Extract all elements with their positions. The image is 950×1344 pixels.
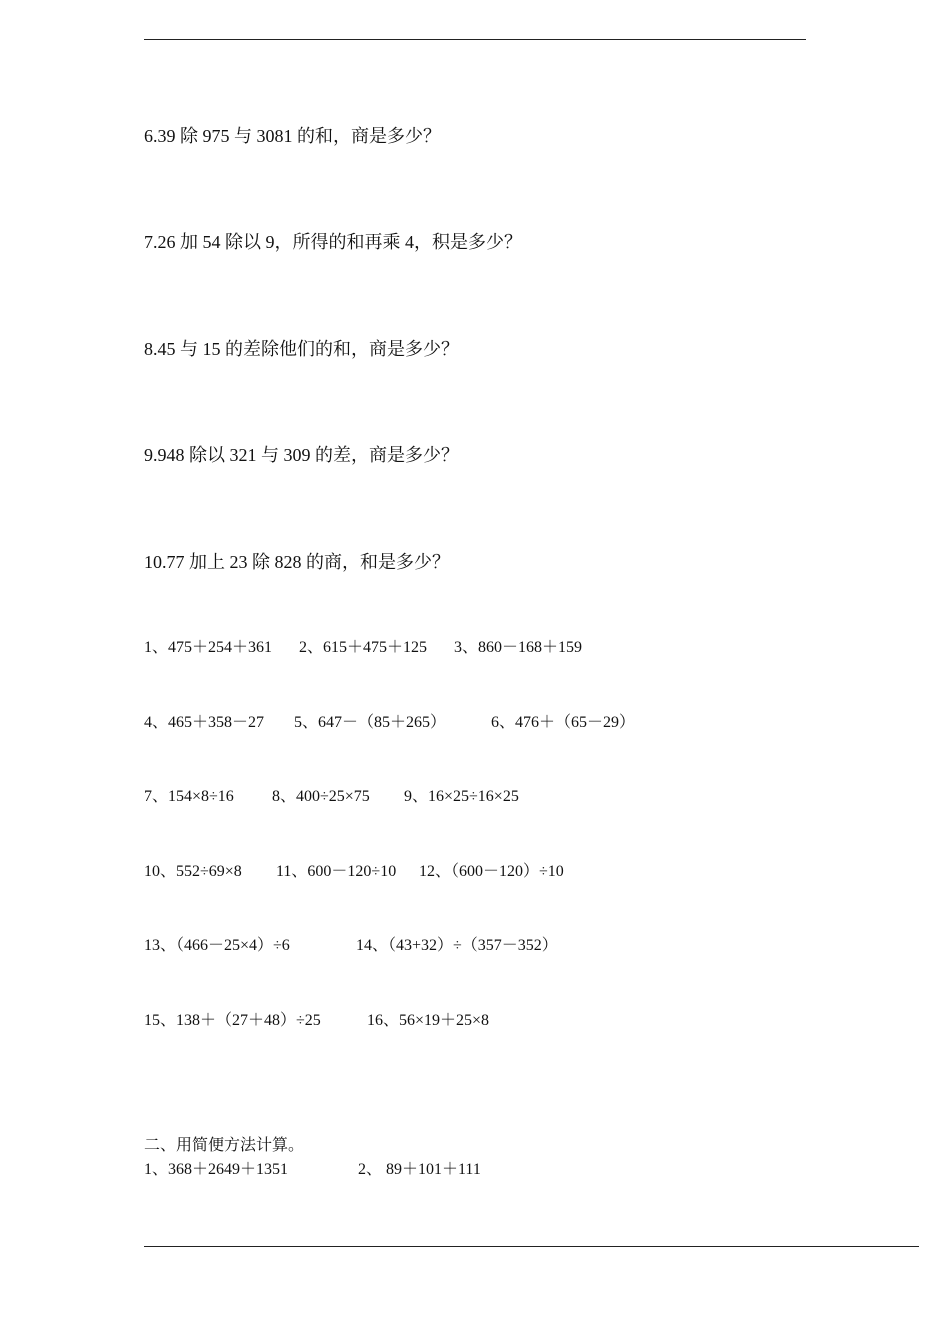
calc-item-1: 1、475＋254＋361 (144, 639, 273, 656)
section-2-item-1: 1、368＋2649＋1351 (144, 1161, 289, 1178)
calc-item-6: 6、476＋（65－29） (491, 714, 636, 731)
calc-item-14: 14、（43+32）÷（357－352） (356, 937, 558, 954)
calc-item-7: 7、154×8÷16 (144, 788, 234, 805)
word-problem-6: 6.39 除 975 与 3081 的和，商是多少？ (144, 126, 441, 146)
calc-item-9: 9、16×25÷16×25 (404, 788, 519, 805)
section-2-title: 二、用简便方法计算。 (144, 1137, 305, 1154)
calc-item-16: 16、56×19＋25×8 (367, 1012, 490, 1029)
footer-rule (144, 1246, 919, 1247)
calc-item-12: 12、（600－120）÷10 (419, 863, 564, 880)
word-problem-7: 7.26 加 54 除以 9，所得的和再乘 4，积是多少？ (144, 232, 522, 252)
section-2-item-2: 2、 89＋101＋111 (358, 1161, 481, 1178)
calc-item-2: 2、615＋475＋125 (299, 639, 428, 656)
calc-item-3: 3、860－168＋159 (454, 639, 583, 656)
calc-item-10: 10、552÷69×8 (144, 863, 242, 880)
calc-item-4: 4、465＋358－27 (144, 714, 265, 731)
calc-item-5: 5、647－（85＋265） (294, 714, 447, 731)
word-problem-9: 9.948 除以 321 与 309 的差，商是多少？ (144, 445, 459, 465)
word-problem-10: 10.77 加上 23 除 828 的商，和是多少？ (144, 552, 450, 572)
calc-item-15: 15、138＋（27＋48）÷25 (144, 1012, 321, 1029)
calc-item-13: 13、（466－25×4）÷6 (144, 937, 290, 954)
calc-item-11: 11、600－120÷10 (276, 863, 397, 880)
word-problem-8: 8.45 与 15 的差除他们的和，商是多少？ (144, 339, 459, 359)
header-rule (144, 39, 806, 40)
calc-item-8: 8、400÷25×75 (272, 788, 370, 805)
